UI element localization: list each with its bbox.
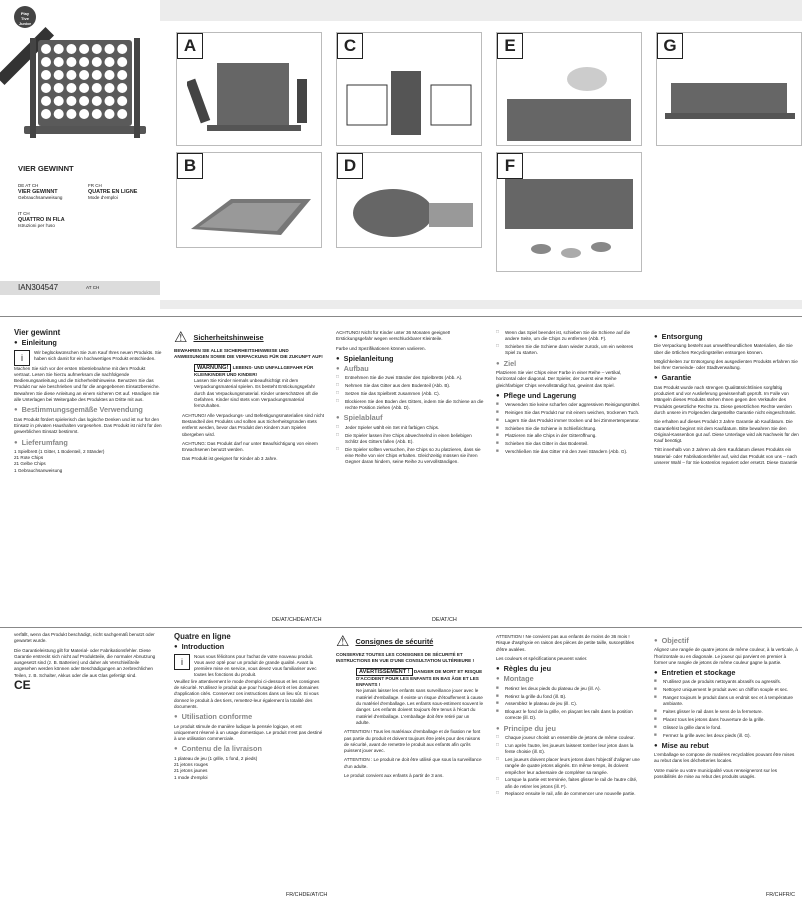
lang-codes: FR CH [88, 183, 102, 188]
board-hole [41, 57, 51, 67]
list-item: □ Blockieren Sie den Boden des Gitters, indem Sie die Schiene an die rechte Position ziehen (Abb. D). [336, 399, 484, 412]
fr-rebut-text: L'emballage se compose de matières recyclables pouvant être mises au rebut dans les déchetteries locales. [654, 752, 795, 764]
board-hole [66, 96, 76, 106]
fr-convient: Le produit convient aux enfants à partir de 3 ans. [344, 773, 444, 779]
list-item: ■ Verwenden Sie keine scharfen oder aggressiven Reinigungsmittel. [496, 402, 642, 408]
lang-title: QUATRE EN LIGNE [88, 189, 138, 196]
list-item: ■ Rangez toujours le produit dans un endroit sec et à température ambiante. [654, 695, 800, 708]
fr-attention3: ATTENTION ! Ne convient pas aux enfants de moins de 36 mois ! Risque d'asphyxie en raison des pièces de petite taille, susceptibles d'être avalées. [496, 634, 635, 652]
board-hole [66, 109, 76, 119]
fr-attention2: ATTENTION : Le produit ne doit être utilisé que sous la surveillance d'un adulte. [344, 757, 482, 769]
cover-title: VIER GEWINNT [18, 164, 74, 173]
fr-contenu-item: 21 jetons jaunes [174, 768, 208, 774]
fr-rebut-title: ● Mise au rebut [654, 743, 800, 749]
cover-grey-strip [160, 0, 802, 21]
board-hole [54, 83, 64, 93]
fr-securite-header [336, 634, 484, 649]
board-hole [79, 70, 89, 80]
board-hole [41, 70, 51, 80]
board-hole [117, 83, 127, 93]
de-sicher-intro: BEWAHREN SIE ALLE SICHERHEITSHINWEISE UND ANWEISUNGEN SOWIE DIE VERPACKUNG FÜR DIE ZUKUNFT AUF! [174, 348, 323, 360]
board-hole [105, 57, 115, 67]
board-hole [41, 83, 51, 93]
list-item: ■ Retirez la grille du fond (ill. B). [496, 694, 642, 700]
de-warnung-label: WARNUNG! [194, 364, 231, 372]
de-entsorgung-text: Die Verpackung besteht aus umweltfreundlichen Materialien, die Sie über die örtlichen Recyclingstellen entsorgen können. [654, 343, 793, 355]
de-entsorgung-text2: Möglichkeiten zur Entsorgung des ausgedienten Produkts erfahren Sie bei Ihrer Gemeinde- oder Stadtverwaltung. [654, 358, 798, 371]
board-hole [79, 57, 89, 67]
fr-entretien-list [654, 679, 800, 738]
lang-block-fr [88, 183, 160, 202]
board-hole [117, 96, 127, 106]
panel-d [336, 152, 482, 248]
article-number: IAN304547 [18, 283, 59, 292]
panel-c [336, 32, 482, 146]
board-hole [105, 70, 115, 80]
list-item: ■ Nettoyez uniquement le produit avec un chiffon souple et sec. [654, 687, 800, 693]
de-column-4 [496, 330, 642, 457]
list-item: □ Replacez ensuite le rail, afin de commencer une nouvelle partie. [496, 791, 642, 797]
list-item: □ Setzen Sie das Spielbrett zusammen (Abb. C). [336, 391, 484, 397]
list-item: ■ Lagern Sie das Produkt immer trocken und bei Zimmertemperatur. [496, 418, 642, 424]
lang-title: QUATTRO IN FILA [18, 217, 65, 224]
fr-contenu-item: 1 plateau de jeu (1 grille, 1 fond, 2 pieds) [174, 755, 258, 761]
list-item: □ L'un après l'autre, les joueurs laissent tomber leur jeton dans la fente choisie (ill. E). [496, 743, 642, 756]
board-hole [66, 44, 76, 54]
divider [0, 627, 802, 628]
lang-codes: DE AT CH [18, 183, 39, 188]
board-hole [66, 57, 76, 67]
lang-sub: Gebrauchsanweisung [18, 195, 63, 201]
de-garantie-text3: Tritt innerhalb von 3 Jahren ab dem Kaufdatum dieses Produkts ein Material- oder Fabrikationsfehler auf, wird das Produkt von uns – nach unserer Wahl – für Sie kostenlos repariert oder ersetzt. Diese Garantie [654, 447, 798, 466]
de-garantie-cont: verfällt, wenn das Produkt beschädigt, nicht sachgemäß benutzt oder gewartet wurde. [14, 632, 155, 644]
board-hole [105, 109, 115, 119]
panel-f-illustration [501, 179, 637, 269]
de-einleitung-box-text: Wir beglückwünschen Sie zum Kauf Ihres neuen Produkts. Sie haben sich damit für ein hochwertiges Produkt entschieden. [34, 349, 162, 361]
panel-label: B [177, 153, 203, 179]
de-ende-list [496, 330, 642, 357]
list-item: ■ Bloquez le fond de la grille, en plaçant les rails dans la position correcte (ill. D). [496, 709, 642, 722]
de-column-1 [14, 330, 162, 474]
de-warnung-head: LEBENS- UND UNFALLGEFAHR FÜR KLEINKINDER UND KINDER! [194, 364, 314, 377]
de-liefer-item: 1 Gebrauchsanweisung [14, 467, 63, 473]
article-countries: AT CH [86, 285, 100, 290]
panel-c-illustration [341, 61, 477, 141]
lang-block-it [18, 211, 108, 230]
list-item: □ Jeder Spieler wählt ein Set mit farbigen Chips. [336, 425, 484, 431]
board-hole [117, 57, 127, 67]
board-hole [117, 44, 127, 54]
de-aufbau-title: ● Aufbau [336, 366, 484, 372]
fr-intro-title: ● Introduction [174, 644, 324, 650]
de-spiel-title: ● Spielanleitung [336, 356, 484, 362]
panel-label: C [337, 33, 363, 59]
board-hole [54, 109, 64, 119]
de-ablauf-title: ● Spielablauf [336, 415, 484, 421]
fr-couleurs: Les couleurs et spécifications peuvent varier. [496, 655, 588, 661]
board-hole [66, 70, 76, 80]
panel-a [176, 32, 322, 146]
de-einleitung-box [14, 350, 162, 366]
de-column-2 [174, 330, 324, 466]
fr-intro-text: Veuillez lire attentivement le mode d'emploi ci-dessous et les consignes de sécurité. N'utilisez le produit que pour l'usage décrit et les domaines d'application cités. Conservez ces instructions dans un lieu sûr. Si vous donnez le produit à des tiers, remettez-leur également la totalité des documents. [174, 678, 320, 709]
board-hole [105, 44, 115, 54]
fr-regles-title: ● Règles du jeu [496, 666, 642, 672]
de-liefer-item: 21 Rote Chips [14, 455, 44, 461]
fr-footer-1: FR/CHDE/AT/CH [286, 892, 328, 898]
fr-avert [336, 668, 484, 727]
de-liefer-item: 21 Gelbe Chips [14, 461, 46, 467]
list-item: □ Les joueurs doivent placer leurs jetons dans l'objectif d'aligner une rangée de quatre jetons alignés. En même temps, ils doivent empêcher leur adversaire de compléter sa rangée. [496, 757, 642, 776]
fr-objectif-title: ● Objectif [654, 638, 800, 644]
fr-usage-title: ● Utilisation conforme [174, 714, 324, 720]
de-einleitung-text: Machen Sie sich vor der ersten Inbetriebnahme mit dem Produkt vertraut. Lesen Sie hierzu aufmerksam die nachfolgende Bedienungsanleitung und die Sicherheitshinweise. Benutzen Sie das Produkt nur wie beschrieben und für die angegebenen Einsatzbereiche. Bewahren Sie diese Anleitung an einem sicheren Ort auf. Händigen Sie alle Unterlagen bei Weitergabe des Produktes an Dritte mit aus. [14, 365, 160, 403]
board-hole [79, 44, 89, 54]
fr-column-1 [174, 634, 324, 781]
list-item: ■ Verschließen Sie das Gitter mit den zwei Ständern (Abb. G). [496, 449, 642, 455]
de-column-3 [336, 330, 484, 467]
list-item: □ Die Spieler lassen ihre Chips abwechselnd in einen beliebigen Schlitz des Gitters fallen (Abb. E). [336, 433, 484, 446]
lang-sub: Mode d'emploi [88, 195, 118, 201]
warning-triangle-icon: ⚠ [174, 329, 188, 346]
list-item: ■ Assemblez le plateau de jeu (ill. C). [496, 701, 642, 707]
panel-label: F [497, 153, 523, 179]
de-ziel-title: ● Ziel [496, 361, 642, 367]
list-item: ■ Reinigen Sie das Produkt nur mit einem weichen, trockenen Tuch. [496, 410, 642, 416]
panel-label: G [657, 33, 683, 59]
board-hole [92, 44, 102, 54]
fr-attention1: ATTENTION ! Tous les matériaux d'emballage et de fixation ne font pas partie du produit et doivent toujours être jetés pour des raisons de sécurité, avant de remettre le produit aux enfants afin qu'ils puissent jouer avec. [344, 729, 481, 754]
de-heading: Vier gewinnt [14, 328, 61, 337]
board-hole [54, 96, 64, 106]
de-pflege-title: ● Pflege und Lagerung [496, 393, 642, 399]
list-item: □ Nehmen Sie das Gitter aus dem Bodenteil (Abb. B). [336, 383, 484, 389]
fr-principe-title: ● Principe du jeu [496, 726, 642, 732]
de-warnung [174, 364, 324, 410]
fr-objectif-text: Alignez une rangée de quatre jetons de même couleur, à la verticale, à l'horizontale ou en diagonale. Le joueur qui parvient en premier à former une rangée de jetons de même couleur gagne la partie. [654, 647, 798, 665]
cover-product-image [20, 30, 150, 150]
fr-column-2 [336, 634, 484, 782]
info-icon: i [174, 654, 190, 670]
board-hole [79, 109, 89, 119]
info-icon: i [14, 350, 30, 366]
fr-entretien-title: ● Entretien et stockage [654, 670, 800, 676]
de-bestimmung-title: ● Bestimmungsgemäße Verwendung [14, 407, 162, 413]
board-hole [66, 83, 76, 93]
panel-b-illustration [181, 179, 317, 243]
list-item: ■ Placez tous les jetons dans l'ouverture de la grille. [654, 717, 800, 723]
board-hole [117, 70, 127, 80]
panel-g [656, 32, 802, 146]
fr-footer-2: FR/CHFR/C [766, 892, 796, 898]
board-hole [54, 70, 64, 80]
fr-montage-title: ● Montage [496, 676, 642, 682]
board-hole [54, 57, 64, 67]
board-hole [92, 96, 102, 106]
list-item: □ Chaque joueur choisit un ensemble de jetons de même couleur. [496, 735, 642, 741]
fr-column-4 [654, 634, 800, 783]
cover-grey-strip-bottom [160, 300, 802, 309]
de-garantie-cont2: Die Garantieleistung gilt für Material- oder Fabrikationsfehler. Diese Garantie erstreckt sich nicht auf Produktteile, die normaler Abnutzung ausgesetzt sind (z. B. Batterien) und daher als Verschleißteile angesehen werden können oder Beschädigungen an zerbrechlichen Teilen, z. B. Schalter, Akkus oder die aus Glas gefertigt sind. [14, 647, 156, 678]
fr-avert-text: Ne jamais laisser les enfants sans surveillance jouer avec le matériel d'emballage. Il existe un risque d'étouffement à cause du matériel d'emballage. Les enfants sous-estiment souvent le danger. Les enfants doivent toujours être tenus à l'écart du matériel d'emballage. L'emballage doit être retiré par un adulte. [356, 688, 484, 725]
fr-contenu-item: 1 mode d'emploi [174, 774, 208, 780]
board-hole [41, 96, 51, 106]
divider [0, 316, 802, 317]
list-item: ■ Glissez la grille dans le fond. [654, 725, 800, 731]
panel-label: D [337, 153, 363, 179]
fr-avert-label: AVERTISSEMENT ! [356, 668, 413, 676]
list-item: □ Wenn das Spiel beendet ist, schieben Sie die Schiene auf die andere Seite, um die Chips zu entfernen (Abb. F). [496, 330, 642, 343]
fr-montage-list [496, 686, 642, 722]
lang-codes: IT CH [18, 211, 30, 216]
ce-mark: CE [14, 678, 31, 693]
de-warnung-text: Lassen Sie Kinder niemals unbeaufsichtigt mit dem Verpackungsmaterial spielen. Es besteht Erstickungsgefahr durch das Verpackungsmaterial. Kinder unterschätzen oft die Gefahren. Kinder sind stets vom Verpackungsmaterial fernzuhalten. [194, 378, 319, 409]
de-geeignet: Das Produkt ist geeignet für Kinder ab 3 Jahre. [182, 456, 278, 462]
fr-heading: Quatre en ligne [174, 632, 231, 641]
de-footer-2: DE/AT/CH [432, 617, 457, 623]
fr-securite-title: Consignes de sécurité [355, 636, 434, 646]
panel-f [496, 152, 642, 272]
lang-sub: Istruzioni per l'uso [18, 223, 55, 229]
brand-logo: Play Tive Junior [14, 6, 36, 28]
de-farbe: Farbe und Spezifikationen können variieren. [336, 345, 426, 351]
fr-intro-box-text: Nous vous félicitons pour l'achat de votre nouveau produit. Vous avez opté pour un produit de grande qualité. Avant la première mise en service, vous devez vous familiariser avec toutes les fonctions du produit. [194, 653, 317, 678]
panel-label: A [177, 33, 203, 59]
lang-title: VIER GEWINNT [18, 189, 58, 196]
de-aufbau-list [336, 375, 484, 411]
fr-principe-list [496, 735, 642, 798]
de-sicher-title: Sicherheitshinweise [193, 332, 264, 342]
panel-e [496, 32, 642, 146]
panel-a-illustration [187, 59, 313, 141]
de-garantie-text: Das Produkt wurde nach strengen Qualitätsrichtlinien sorgfältig produziert und vor Auslieferung gewissenhaft geprüft. Im Falle von Mängeln dieses Produkts stehen Ihnen gegen den Verkäufer des Produkts gesetzliche Rechte zu. Diese gesetzlichen Rechte werden durch unsere im Folgenden dargestellte Garantie nicht eingeschränkt. [654, 384, 796, 415]
de-einleitung-title: ● Einleitung [14, 340, 162, 346]
panel-g-illustration [661, 61, 797, 141]
de-achtung3: ACHTUNG! Nicht für Kinder unter 36 Monaten geeignet! Erstickungsgefahr wegen verschluckbarer Kleinteile. [336, 330, 451, 342]
de-garantie-text2: Sie erhalten auf dieses Produkt 3 Jahre Garantie ab Kaufdatum. Die Garantiefrist beginnt mit dem Kaufdatum. Bitte bewahren Sie den Original-Kassenbon gut auf. Diese Unterlage wird als Nachweis für den Kauf benötigt. [654, 419, 799, 444]
board-hole [54, 44, 64, 54]
board-hole [105, 96, 115, 106]
list-item: ■ Fermez la grille avec les deux pieds (ill. G). [654, 733, 800, 739]
list-item: ■ Faites glisser le rail dans le sens de la fermeture. [654, 709, 800, 715]
de-entsorgung-title: ● Entsorgung [654, 334, 800, 340]
warning-triangle-icon: ⚠ [336, 633, 350, 650]
de-achtung1: ACHTUNG! Alle Verpackungs- und Befestigungsmaterialien sind nicht Bestandteil des Produkts und sollten aus Sicherheitsgründen stets entfernt werden, bevor das Produkt den Kindern zum Spielen übergeben wird. [182, 412, 324, 437]
list-item: □ Schieben Sie die Schiene dann wieder zurück, um ein weiteres Spiel zu starten. [496, 344, 642, 357]
de-bestimmung-text: Das Produkt fördert spielerisch das logische Denken und ist nur für den Einsatz in privaten Haushalten vorgesehen. Das Produkt ist nicht für den gewerblichen Einsatz bestimmt. [14, 416, 162, 435]
de-footer-1: DE/AT/CHDE/AT/CH [272, 617, 322, 623]
fr-contenu-item: 21 jetons rouges [174, 762, 208, 768]
list-item: ■ N'utilisez pas de produits nettoyants abrasifs ou agressifs. [654, 679, 800, 685]
board-hole [79, 83, 89, 93]
fr-intro-box [174, 654, 324, 679]
panel-b [176, 152, 322, 248]
de-achtung2: ACHTUNG: Das Produkt darf nur unter Beaufsichtigung von einem Erwachsenen benutzt werden. [182, 440, 318, 453]
de-liefer-item: 1 Spielbrett (1 Gitter, 1 Bodenteil, 2 Ständer) [14, 448, 105, 454]
list-item: □ Lorsque la partie est terminée, faites glisser le rail de l'autre côté, afin de retirer les jetons (ill. F). [496, 777, 642, 790]
board-hole [92, 70, 102, 80]
list-item: ■ Schieben Sie das Gitter in das Bodenteil. [496, 441, 642, 447]
list-item: ■ Schieben Sie die Schiene in Schließrichtung. [496, 426, 642, 432]
board-hole [79, 96, 89, 106]
board-hole [117, 109, 127, 119]
de-ablauf-list [336, 425, 484, 466]
board-hole [92, 57, 102, 67]
list-item: ■ Platzieren Sie alle Chips in der Gitteröffnung. [496, 433, 642, 439]
fr-rebut-text2: Votre mairie ou votre municipalité vous renseigneront sur les possibilités de mise au rebut des produits usagés. [654, 767, 778, 780]
panel-e-illustration [501, 61, 637, 141]
de-garantie-title: ● Garantie [654, 375, 800, 381]
de-liefer-title: ● Lieferumfang [14, 440, 162, 446]
de-ziel-text: Platzieren Sie vier Chips einer Farbe in einer Reihe – vertikal, horizontal oder diagonal. Der Spieler, der zuerst eine Reihe gleichfarbiger Chips vervollständigt hat, gewinnt das Spiel. [496, 369, 622, 388]
list-item: ■ Retirez les deux pieds du plateau de jeu (ill. A). [496, 686, 642, 692]
de-sicher-header [174, 330, 324, 345]
board-hole [105, 83, 115, 93]
de-column-5 [654, 330, 800, 469]
board-hole [92, 83, 102, 93]
de-pflege-list [496, 402, 642, 455]
fr-contenu-title: ● Contenu de la livraison [174, 746, 324, 752]
board-hole [92, 109, 102, 119]
fr-column-3 [496, 634, 642, 799]
list-item: □ Die Spieler sollten versuchen, ihre Chips so zu platzieren, dass sie eine Reihe von vier Chips erhalten. Gleichzeitig müssen sie ihren Gegner daran hindern, seine Reihe zu vervollständigen. [336, 447, 484, 466]
list-item: □ Entnehmen Sie die zwei Ständer des Spielbretts (Abb. A). [336, 375, 484, 381]
fr-avert-head: DANGER DE MORT ET RISQUE D'ACCIDENT POUR LES ENFANTS EN BAS ÂGE ET LES ENFANTS ! [356, 668, 483, 688]
garantie-cont-column [14, 632, 162, 693]
board-hole [41, 44, 51, 54]
fr-usage-text: Le produit stimule de manière ludique la pensée logique, et est uniquement réservé à un usage domestique. Le produit n'est pas destiné à une utilisation commerciale. [174, 723, 323, 742]
fr-securite-intro: CONSERVEZ TOUTES LES CONSIGNES DE SÉCURITÉ ET INSTRUCTIONS EN VUE D'UNE CONSULTATION ULTÉRIEURE ! [336, 652, 475, 664]
board-hole [41, 109, 51, 119]
panel-label: E [497, 33, 523, 59]
panel-d-illustration [341, 179, 477, 243]
